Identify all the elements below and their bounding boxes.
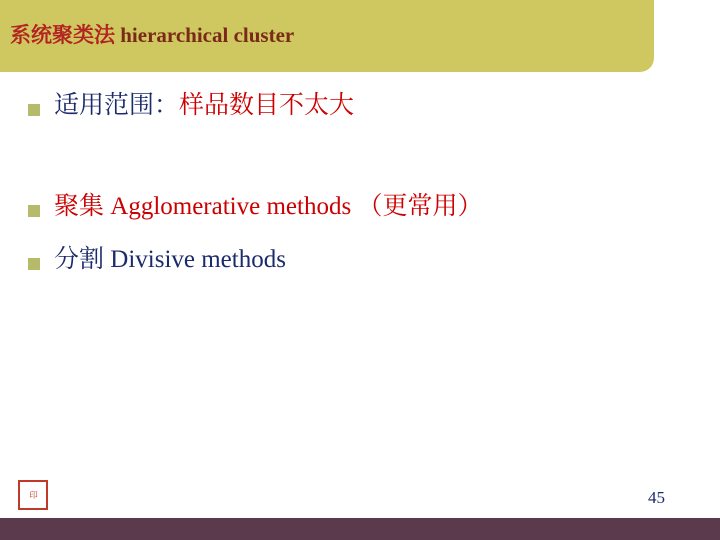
square-bullet-icon xyxy=(28,205,40,217)
page-number: 45 xyxy=(648,488,665,507)
list-item-label-en: Divisive methods xyxy=(104,246,286,273)
list-item-text xyxy=(54,193,482,222)
list-item-label-en: Agglomerative methods xyxy=(104,193,358,220)
list-item xyxy=(28,193,482,222)
title-banner xyxy=(0,0,654,72)
list-item-label-cn: 分割 xyxy=(54,246,105,273)
square-bullet-icon xyxy=(28,104,40,116)
list-item-label-cn: 聚集 xyxy=(54,193,105,220)
footer-bar xyxy=(0,518,720,540)
list-item-label-red: 样品数目不太大 xyxy=(179,92,355,119)
list-item-text xyxy=(54,92,354,121)
seal-logo-icon xyxy=(18,480,48,510)
page-title xyxy=(10,24,294,47)
page-title-en: hierarchical cluster xyxy=(115,23,295,48)
list-item-label-cn: 适用范围： xyxy=(54,92,180,119)
seal-logo-text: 印 xyxy=(29,489,37,500)
square-bullet-icon xyxy=(28,258,40,270)
list-item xyxy=(28,246,286,275)
list-item-text xyxy=(54,246,286,275)
list-item xyxy=(28,92,354,121)
list-item-label-red: （更常用） xyxy=(357,193,483,220)
page-title-cn: 系统聚类法 xyxy=(10,23,115,48)
